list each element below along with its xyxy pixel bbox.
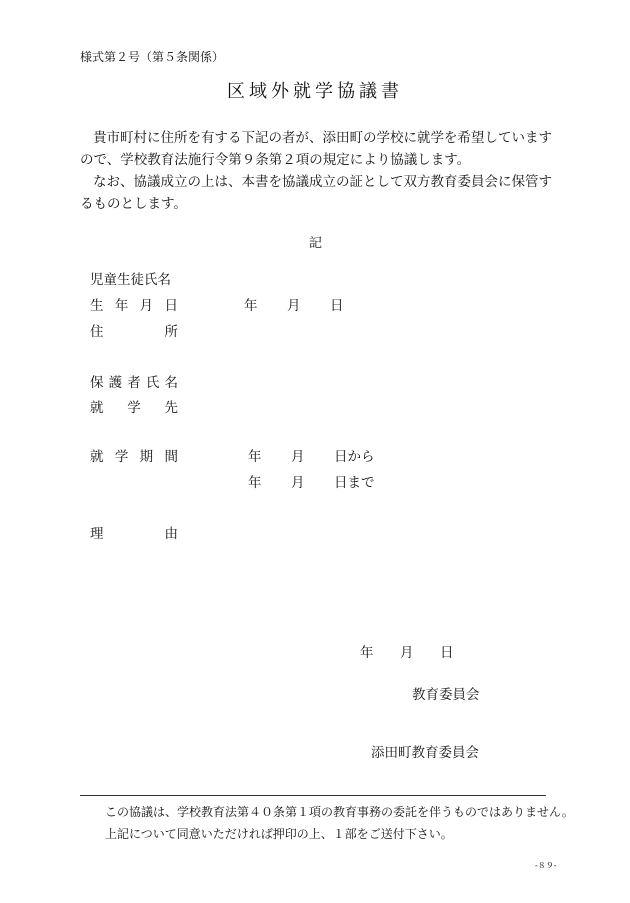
address-label: 住所 bbox=[90, 324, 178, 340]
birth-year-unit: 年 bbox=[244, 298, 258, 314]
ki-heading: 記 bbox=[309, 236, 323, 251]
period-from-month-unit: 月 bbox=[291, 449, 305, 465]
guardian-name-label: 保護者氏名 bbox=[90, 375, 178, 391]
request-paragraph bbox=[80, 127, 560, 171]
separator-line bbox=[80, 795, 546, 796]
board-blank-name: 教育委員会 bbox=[412, 687, 480, 703]
period-until-month-unit: 月 bbox=[291, 475, 305, 491]
storage-paragraph-text: なお、協議成立の上は、本書を協議成立の証として双方教育委員会に保管するものとします。 bbox=[80, 174, 552, 212]
period-until-day-unit: 日まで bbox=[334, 475, 375, 491]
storage-paragraph bbox=[80, 171, 560, 215]
form-number: 様式第２号（第５条関係） bbox=[80, 50, 225, 64]
period-until-year-unit: 年 bbox=[248, 475, 262, 491]
period-label: 就学期間 bbox=[90, 449, 178, 465]
page-number: -８９- bbox=[535, 861, 557, 870]
document-title: 区域外就学協議書 bbox=[227, 81, 403, 102]
period-from-day-unit: 日から bbox=[334, 449, 375, 465]
school-label: 就学先 bbox=[90, 400, 178, 416]
signature-day-unit: 日 bbox=[440, 645, 454, 661]
note-delegation: この協議は、学校教育法第４０条第１項の教育事務の委託を伴うものではありません。 bbox=[105, 805, 574, 819]
request-paragraph-text: 貴市町村に住所を有する下記の者が、添田町の学校に就学を希望していますので、学校教育法施行令第９条第２項の規定により協議します。 bbox=[80, 130, 552, 168]
signature-month-unit: 月 bbox=[400, 645, 414, 661]
note-consent: 上記について同意いただければ押印の上、１部をご送付下さい。 bbox=[105, 827, 453, 841]
student-name-label: 児童生徒氏名 bbox=[90, 272, 171, 288]
signature-year-unit: 年 bbox=[360, 645, 374, 661]
period-from-year-unit: 年 bbox=[248, 449, 262, 465]
reason-label: 理由 bbox=[90, 526, 178, 542]
birth-month-unit: 月 bbox=[287, 298, 301, 314]
soeda-board-name: 添田町教育委員会 bbox=[371, 745, 479, 761]
birth-date-label: 生年月日 bbox=[90, 298, 178, 314]
birth-day-unit: 日 bbox=[330, 298, 344, 314]
